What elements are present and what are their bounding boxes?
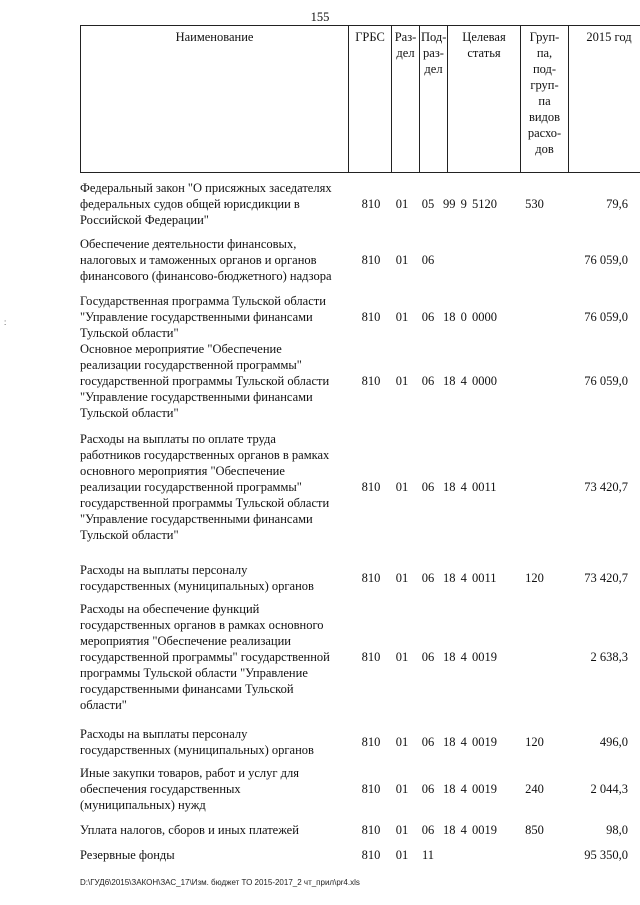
row-expense-group: 850 xyxy=(525,823,544,837)
row-amount: 496,0 xyxy=(599,735,628,749)
table-row xyxy=(80,847,628,863)
row-target-article: 18 4 0019 xyxy=(443,823,497,837)
row-amount: 76 059,0 xyxy=(584,374,628,388)
row-amount: 73 420,7 xyxy=(584,571,628,585)
row-expense-group: 120 xyxy=(525,735,544,749)
row-podrazdel: 06 xyxy=(421,782,435,796)
table-row xyxy=(80,236,628,284)
row-razdel: 01 xyxy=(395,374,409,388)
row-podrazdel: 06 xyxy=(421,571,435,585)
row-razdel: 01 xyxy=(395,310,409,324)
table-row xyxy=(80,562,628,594)
row-target-article: 18 4 0019 xyxy=(443,650,497,664)
row-razdel: 01 xyxy=(395,197,409,211)
row-razdel: 01 xyxy=(395,571,409,585)
row-name: Расходы на обеспечение функций государственных органов в рамках основного мероприятия "Обеспечение реализации государственной программы" государственной программы Тульской области "Управление государственными финансами Тульской области" xyxy=(80,602,330,712)
row-name: Расходы на выплаты персоналу государственных (муниципальных) органов xyxy=(80,727,314,757)
row-target-article: 18 0 0000 xyxy=(443,310,497,324)
row-name: Иные закупки товаров, работ и услуг для обеспечения государственных (муниципальных) нужд xyxy=(80,766,300,812)
row-name: Основное мероприятие "Обеспечение реализации государственной программы" государственной программы Тульской области "Управление государственными финансами Тульской области" xyxy=(80,342,330,420)
header-expense-group: Груп- па, под- груп- па видов расхо- дов xyxy=(521,26,569,173)
row-amount: 76 059,0 xyxy=(584,253,628,267)
row-razdel: 01 xyxy=(395,253,409,267)
row-grbs: 810 xyxy=(361,823,381,837)
row-grbs: 810 xyxy=(361,782,381,796)
row-podrazdel: 06 xyxy=(421,480,435,494)
row-target-article: 18 4 0011 xyxy=(443,480,497,494)
row-grbs: 810 xyxy=(361,571,381,585)
table-row xyxy=(80,601,628,713)
row-razdel: 01 xyxy=(395,735,409,749)
table-row xyxy=(80,180,628,228)
row-grbs: 810 xyxy=(361,735,381,749)
row-target-article: 18 4 0000 xyxy=(443,374,497,388)
row-grbs: 810 xyxy=(361,197,381,211)
row-podrazdel: 05 xyxy=(421,197,435,211)
row-razdel: 01 xyxy=(395,782,409,796)
row-amount: 98,0 xyxy=(606,823,628,837)
row-razdel: 01 xyxy=(395,823,409,837)
row-grbs: 810 xyxy=(361,848,381,862)
row-razdel: 01 xyxy=(395,848,409,862)
row-razdel: 01 xyxy=(395,650,409,664)
row-name: Федеральный закон "О присяжных заседателях федеральных судов общей юрисдикции в Российской Федерации" xyxy=(80,181,332,227)
table-row xyxy=(80,341,628,421)
row-amount: 73 420,7 xyxy=(584,480,628,494)
row-target-article: 18 4 0011 xyxy=(443,571,497,585)
row-podrazdel: 11 xyxy=(421,848,435,862)
row-amount: 95 350,0 xyxy=(584,848,628,862)
page-number: 155 xyxy=(310,10,330,24)
row-razdel: 01 xyxy=(395,480,409,494)
header-name: Наименование xyxy=(175,30,254,44)
row-name: Обеспечение деятельности финансовых, налоговых и таможенных органов и органов финансового (финансово-бюджетного) надзора xyxy=(80,237,332,283)
table-row xyxy=(80,293,628,341)
row-amount: 2 044,3 xyxy=(590,782,628,796)
file-path-footer: D:\ГУД6\2015\ЗАКОН\ЗАС_17\Изм. бюджет ТО 2015-2017_2 чт_прил\pr4.xls xyxy=(80,878,360,887)
row-podrazdel: 06 xyxy=(421,310,435,324)
row-target-article: 99 9 5120 xyxy=(443,197,497,211)
header-grbs: ГРБС xyxy=(349,26,392,173)
header-podrazdel: Под- раз- дел xyxy=(420,26,448,173)
row-amount: 76 059,0 xyxy=(584,310,628,324)
row-podrazdel: 06 xyxy=(421,650,435,664)
row-grbs: 810 xyxy=(361,480,381,494)
header-year: 2015 год xyxy=(569,26,640,173)
row-podrazdel: 06 xyxy=(421,823,435,837)
row-name: Расходы на выплаты по оплате труда работников государственных органов в рамках основного мероприятия "Обеспечение реализации государственной программы" государственной программы Тульской области "Управление государственными финансами Тульской области" xyxy=(80,432,330,542)
row-grbs: 810 xyxy=(361,650,381,664)
row-target-article: 18 4 0019 xyxy=(443,782,497,796)
margin-mark: : xyxy=(4,318,7,327)
row-grbs: 810 xyxy=(361,253,381,267)
table-header xyxy=(80,25,640,173)
row-target-article: 18 4 0019 xyxy=(443,735,497,749)
row-grbs: 810 xyxy=(361,374,381,388)
row-expense-group: 120 xyxy=(525,571,544,585)
row-name: Уплата налогов, сборов и иных платежей xyxy=(80,823,299,837)
row-podrazdel: 06 xyxy=(421,374,435,388)
table-row xyxy=(80,822,628,838)
table-row xyxy=(80,765,628,813)
row-grbs: 810 xyxy=(361,310,381,324)
table-row xyxy=(80,726,628,758)
row-name: Резервные фонды xyxy=(80,848,175,862)
row-podrazdel: 06 xyxy=(421,253,435,267)
row-expense-group: 240 xyxy=(525,782,544,796)
header-target-article: Целевая статья xyxy=(448,26,521,173)
table-row xyxy=(80,431,628,543)
row-expense-group: 530 xyxy=(525,197,544,211)
row-amount: 2 638,3 xyxy=(590,650,628,664)
row-podrazdel: 06 xyxy=(421,735,435,749)
row-name: Расходы на выплаты персоналу государственных (муниципальных) органов xyxy=(80,563,314,593)
row-name: Государственная программа Тульской области "Управление государственными финансами Тульской области" xyxy=(80,294,326,340)
row-amount: 79,6 xyxy=(606,197,628,211)
header-razdel: Раз- дел xyxy=(392,26,420,173)
